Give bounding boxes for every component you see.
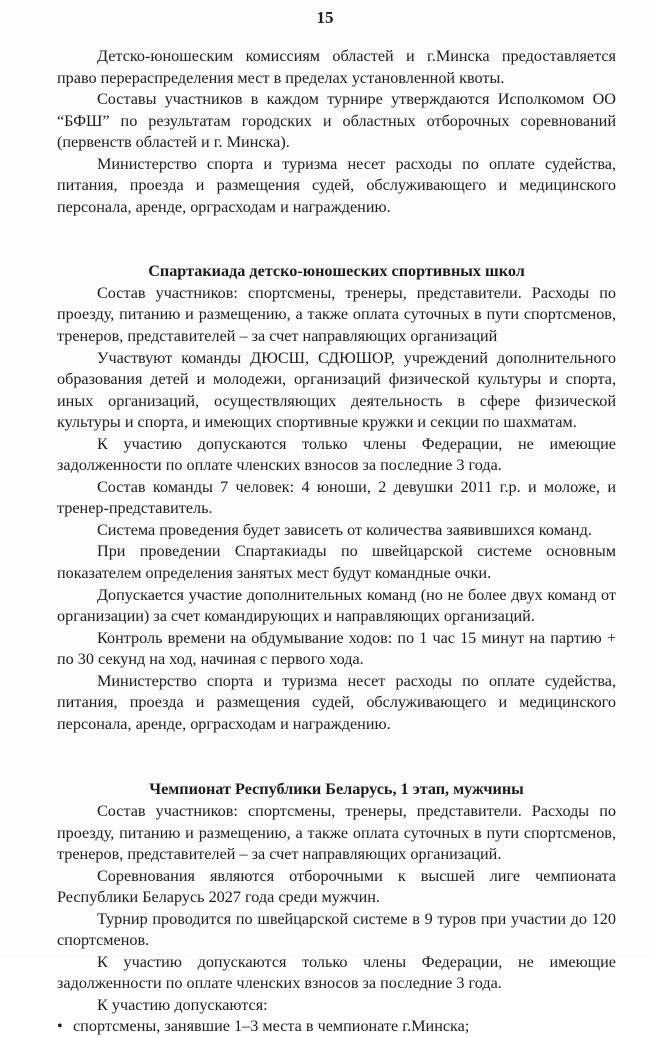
intro-section [57,46,616,218]
paragraph: Состав участников: спортсмены, тренеры, представители. Расходы по проезду, питанию и размещению, а также оплата суточных в пути спортсменов, тренеров, представителей – за счет направляющих организаций [57,283,616,346]
document-body [57,46,616,1038]
bullet-icon: • [57,1017,63,1036]
paragraph: Допускается участие дополнительных команд (но не более двух команд от организации) за счет командирующих и направляющих организаций. [57,585,616,626]
paragraph: Контроль времени на обдумывание ходов: по 1 час 15 минут на партию + по 30 секунд на ход, начиная с первого хода. [57,628,616,669]
paragraph: Министерство спорта и туризма несет расходы по оплате судейства, питания, проезда и размещения судей, обслуживающего и медицинского персонала, аренде, орграсходам и награждению. [57,154,616,216]
bullet-list [57,1016,616,1038]
paragraph: Состав команды 7 человек: 4 юноши, 2 девушки 2011 г.р. и моложе, и тренер-представитель. [57,477,616,518]
paragraph: Детско-юношеским комиссиям областей и г.Минска предоставляется право перераспределения мест в пределах установленной квоты. [57,47,616,87]
paragraph: Составы участников в каждом турнире утверждаются Исполкомом ОО “БФШ” по результатам городских и областных отборочных соревнований (первенств областей и г. Минска). [57,90,616,152]
list-item [57,1016,616,1038]
spartakiad-section [57,261,616,735]
paragraph: Участвуют команды ДЮСШ, СДЮШОР, учреждений дополнительного образования детей и молодежи, организаций физической культуры и спорта, иных организаций, осуществляющих деятельность в сфере физической культуры и спорта, и имеющих спортивные кружки и секции по шахматам. [57,348,616,432]
paragraph: При проведении Спартакиады по швейцарской системе основным показателем определения занятых мест будут командные очки. [57,542,616,583]
section-heading: Чемпионат Республики Беларусь, 1 этап, мужчины [149,780,524,799]
championship-section [57,779,616,1038]
paragraph: Состав участников: спортсмены, тренеры, представители. Расходы по проезду, питанию и размещению, а также оплата суточных в пути спортсменов, тренеров, представителей – за счет направляющих организаций. [57,801,616,864]
page-number: 15 [316,8,334,27]
section-heading: Спартакиада детско-юношеских спортивных школ [148,262,525,281]
paragraph: Система проведения будет зависеть от количества заявившихся команд. [97,520,592,539]
paragraph: К участию допускаются только члены Федерации, не имеющие задолженности по оплате членских взносов за последние 3 года. [57,952,616,993]
paragraph: К участию допускаются: [97,995,268,1014]
paragraph: Министерство спорта и туризма несет расходы по оплате судейства, питания, проезда и размещения судей, обслуживающего и медицинского персонала, аренде, орграсходам и награждению. [57,671,616,733]
paragraph: Турнир проводится по швейцарской системе в 9 туров при участии до 120 спортсменов. [57,909,616,950]
list-item-text: спортсмены, занявшие 1–3 места в чемпионате г.Минска; [73,1017,470,1036]
section-spacer [57,735,616,779]
paragraph: Соревнования являются отборочными к высшей лиге чемпионата Республики Беларусь 2027 года среди мужчин. [57,866,616,907]
paragraph: К участию допускаются только члены Федерации, не имеющие задолженности по оплате членских взносов за последние 3 года. [57,434,616,475]
section-spacer [57,218,616,261]
